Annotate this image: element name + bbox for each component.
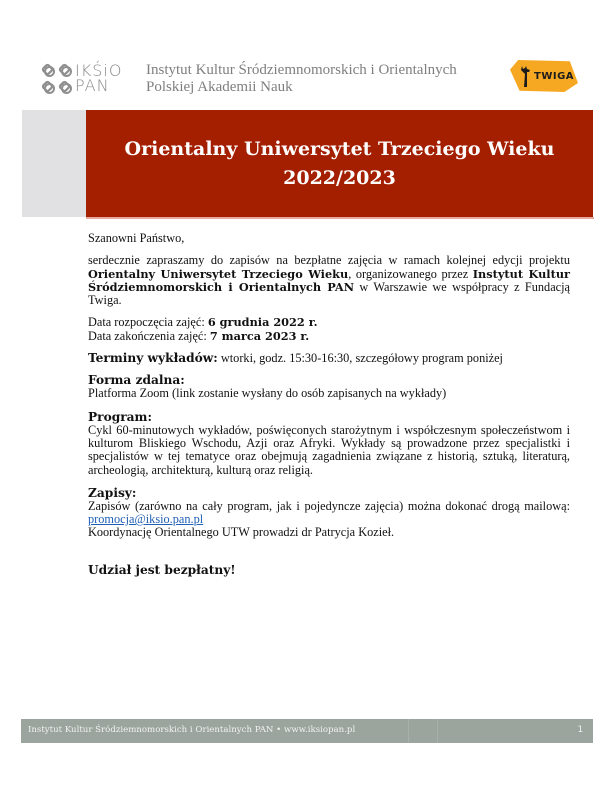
giraffe-icon xyxy=(520,65,532,89)
intro-text: serdecznie zapraszamy do zapisów na bezpłatne zajęcia w ramach kolejnej edycji projektu xyxy=(88,253,570,268)
twiga-logo xyxy=(510,60,578,92)
dates-block xyxy=(88,316,570,343)
institute-name-line2: Polskiej Akademii Nauk xyxy=(146,79,293,95)
registration-section xyxy=(88,487,570,540)
logo-text-iksio: IKŚiO xyxy=(75,61,123,80)
coordinator-line: Koordynację Orientalnego UTW prowadzi dr Patrycja Kozieł. xyxy=(88,525,395,540)
banner-shadow xyxy=(86,217,594,219)
institute-name-line1: Instytut Kultur Śródziemnomorskich i Orientalnych xyxy=(146,62,457,78)
start-date-value: 6 grudnia 2022 r. xyxy=(207,315,318,330)
page-header xyxy=(0,0,612,108)
schedule-label: Terminy wykładów: xyxy=(88,351,218,366)
twiga-logo-text: TWIGA xyxy=(534,71,575,82)
schedule-value: wtorki, godz. 15:30-16:30, szczegółowy program poniżej xyxy=(217,351,503,366)
title-banner xyxy=(86,110,593,217)
footer-divider xyxy=(437,719,438,743)
end-date-label: Data zakończenia zajęć: xyxy=(88,328,210,343)
letter-body xyxy=(88,232,570,586)
iksio-pan-logo xyxy=(40,60,122,96)
organizer-name: Instytut Kultur Śródziemnomorskich i Orientalnych PAN xyxy=(88,266,570,294)
registration-heading: Zapisy: xyxy=(88,485,137,500)
project-name: Orientalny Uniwersytet Trzeciego Wieku xyxy=(88,266,349,281)
email-link[interactable]: promocja@iksio.pan.pl xyxy=(88,512,204,527)
end-date-value: 7 marca 2023 r. xyxy=(209,328,310,343)
program-section xyxy=(88,411,570,477)
intro-text: , organizowanego przez xyxy=(348,266,473,281)
knot-ornament-icon xyxy=(40,62,72,94)
format-text: Platforma Zoom (link zostanie wysłany do osób zapisanych na wykłady) xyxy=(88,386,447,401)
intro-text: w Warszawie we współpracy z Fundacją Twiga. xyxy=(88,279,570,308)
start-date-label: Data rozpoczęcia zajęć: xyxy=(88,315,208,330)
registration-instructions: Zapisów (zarówno na cały program, jak i pojedyncze zajęcia) można dokonać drogą mailową: xyxy=(88,498,570,513)
footer-text: Instytut Kultur Śródziemnomorskich i Orientalnych PAN • www.iksiopan.pl xyxy=(28,725,356,735)
format-heading: Forma zdalna: xyxy=(88,373,185,388)
format-section xyxy=(88,374,570,400)
logo-text-pan: PAN xyxy=(75,76,110,95)
page-footer xyxy=(21,719,593,743)
schedule-line xyxy=(88,352,570,365)
program-text: Cykl 60-minutowych wykładów, poświęconych starożytnym i współczesnym społeczeństwom i kulturom Bliskiego Wschodu, Azji oraz Afryki. Wykłady są prowadzone przez specjalistki i specjalistów w tej tematyce oraz obejmują zagadnienia związane z historią, sztuką, literaturą, archeologią, architekturą, kulturą oraz religią. xyxy=(88,422,570,477)
greeting: Szanowni Państwo, xyxy=(88,231,185,245)
banner-title-line2: 2022/2023 xyxy=(283,166,396,189)
page-number: 1 xyxy=(577,725,583,735)
banner-title-line1: Orientalny Uniwersytet Trzeciego Wieku xyxy=(124,137,555,160)
intro-paragraph xyxy=(88,254,570,307)
institute-name xyxy=(146,62,457,96)
free-notice xyxy=(88,564,570,577)
free-notice-text: Udział jest bezpłatny! xyxy=(88,562,236,577)
registration-text xyxy=(88,500,570,527)
footer-divider xyxy=(408,719,409,743)
banner-side-block xyxy=(22,110,86,217)
program-heading: Program: xyxy=(88,409,152,424)
